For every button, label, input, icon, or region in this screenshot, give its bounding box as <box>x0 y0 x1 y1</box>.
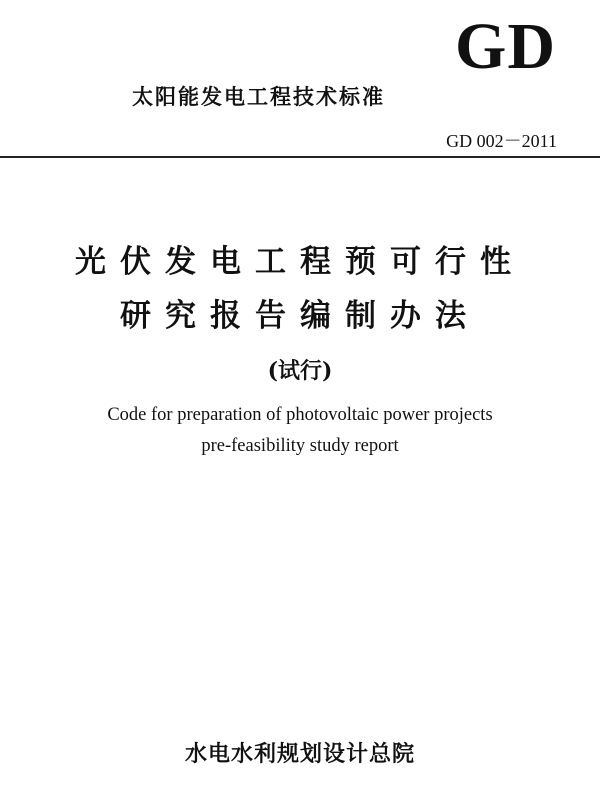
standard-series: 太阳能发电工程技术标准 <box>132 85 385 109</box>
publisher: 水电水利规划设计总院 <box>184 742 415 767</box>
gd-logo: GD <box>455 10 556 83</box>
standard-code: GD 002－2011 <box>446 131 557 151</box>
english-title-line-2: pre-feasibility study report <box>201 436 399 456</box>
title-line-1: 光伏发电工程预可行性 <box>75 244 525 280</box>
header-divider <box>0 156 600 158</box>
title-line-2: 研究报告编制办法 <box>120 298 480 334</box>
english-title-line-1: Code for preparation of photovoltaic power projects <box>107 405 493 425</box>
trial-label: (试行) <box>267 358 333 384</box>
